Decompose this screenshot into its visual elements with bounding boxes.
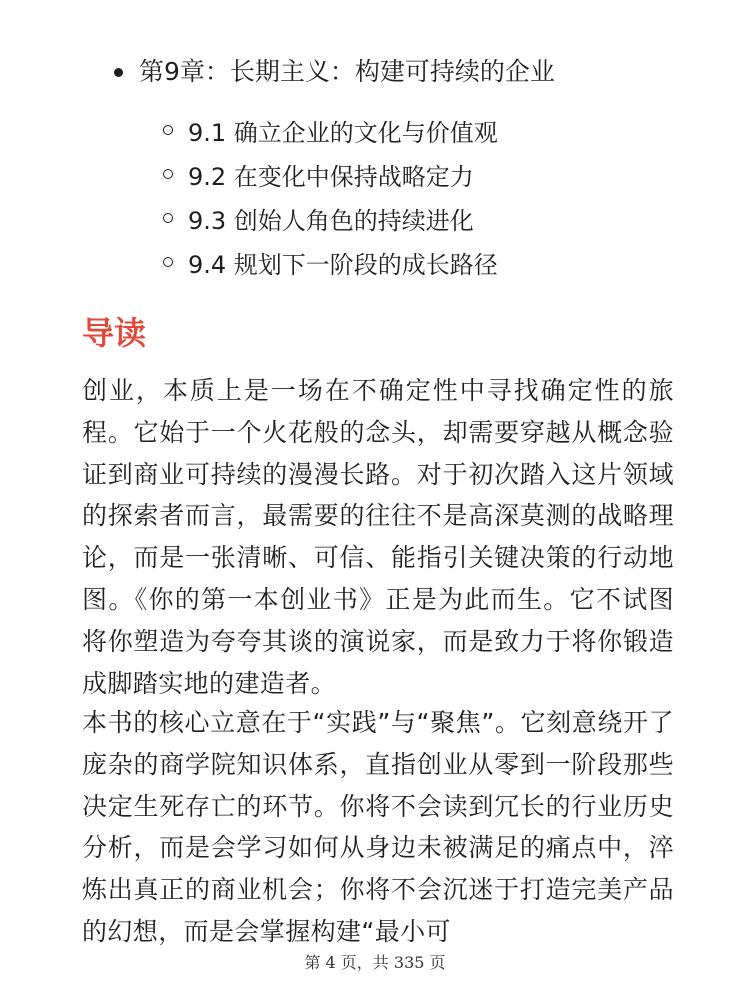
bullet-circle-icon [163, 257, 173, 267]
bullet-circle-icon [163, 213, 173, 223]
bullet-circle-icon [163, 125, 173, 135]
bullet-disc-icon [114, 68, 123, 77]
toc-section-title: 9.2 在变化中保持战略定力 [188, 162, 474, 191]
page-number-footer: 第 4 页，共 335 页 [304, 953, 446, 972]
section-heading: 导读 [82, 314, 147, 352]
toc-section-title: 9.3 创始人角色的持续进化 [188, 206, 474, 235]
toc-section-item [163, 240, 498, 284]
toc-section-list [163, 108, 498, 284]
body-paragraph: 创业，本质上是一场在不确定性中寻找确定性的旅程。它始于一个火花般的念头，却需要穿越从概念验证到商业可持续的漫漫长路。对于初次踏入这片领域的探索者而言，最需要的往往不是高深莫测的战略理论，而是一张清晰、可信、能指引关键决策的行动地图。《你的第一本创业书》正是为此而生。它不试图将你塑造为夸夸其谈的演说家，而是致力于将你锻造成脚踏实地的建造者。 [82, 376, 674, 698]
toc-section-title: 9.1 确立企业的文化与价值观 [188, 118, 498, 147]
toc-chapter-title: 第9章：长期主义：构建可持续的企业 [139, 57, 555, 86]
toc-chapter-item [110, 52, 555, 92]
bullet-circle-icon [163, 169, 173, 179]
toc-section-item [163, 108, 498, 152]
toc-section-title: 9.4 规划下一阶段的成长路径 [188, 250, 498, 279]
toc-section-item [163, 196, 498, 240]
body-paragraph: 本书的核心立意在于“实践”与“聚焦”。它刻意绕开了庞杂的商学院知识体系，直指创业从零到一阶段那些决定生死存亡的环节。你将不会读到冗长的行业历史分析，而是会学习如何从身边未被满足的痛点中，淬炼出真正的商业机会；你将不会沉迷于打造完美产品的幻想，而是会掌握构建“最小可 [82, 708, 674, 946]
toc-section-item [163, 152, 498, 196]
